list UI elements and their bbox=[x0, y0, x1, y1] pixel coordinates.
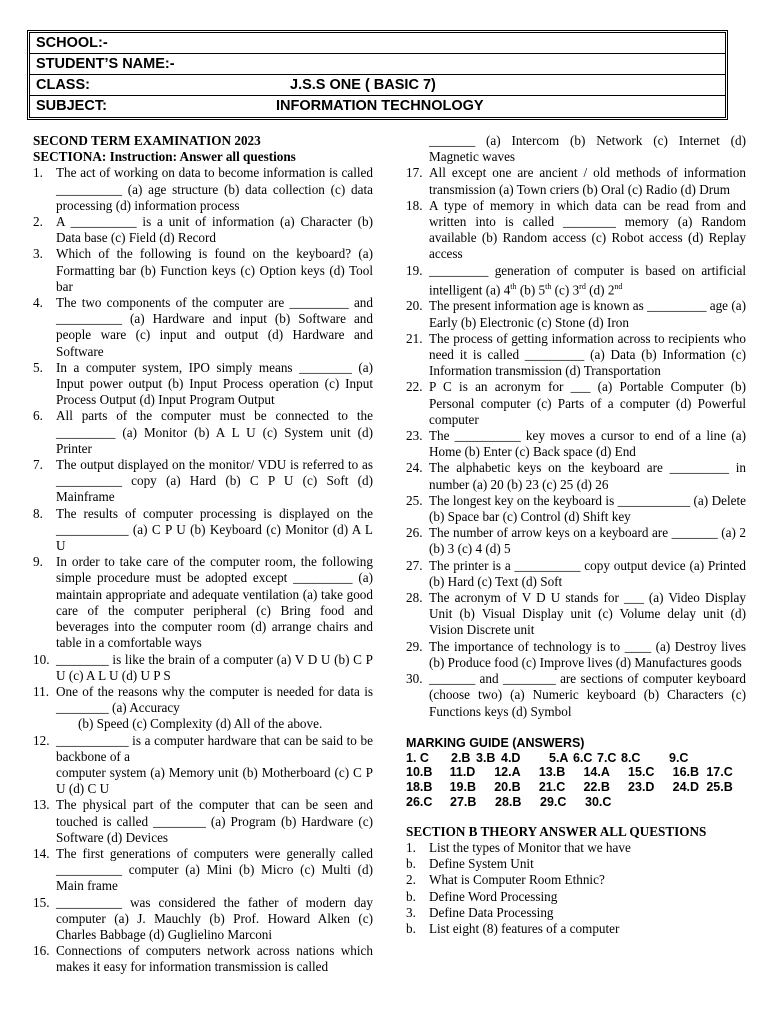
theory-number: 1. bbox=[406, 839, 416, 855]
theory-text: What is Computer Room Ethnic? bbox=[429, 872, 605, 888]
question-text: The process of getting information across to recipients who need it is called _________ (a) Data (b) Information (c) Information transmission (d) Transportation bbox=[429, 330, 746, 379]
question-number: 14. bbox=[33, 845, 50, 861]
question-item bbox=[33, 457, 373, 506]
question-item bbox=[406, 525, 746, 557]
answer-cell: 3.B bbox=[476, 750, 496, 765]
answer-cell: 18.B bbox=[406, 780, 433, 795]
question-number: 26. bbox=[406, 525, 423, 541]
answer-cell: 29.C bbox=[540, 794, 567, 809]
theory-text: Define Word Processing bbox=[429, 888, 558, 904]
question-text: A __________ is a unit of information (a) Character (b) Data base (c) Field (d) Record bbox=[56, 214, 373, 246]
answer-cell: 28.B bbox=[495, 794, 522, 809]
marking-guide bbox=[406, 736, 746, 810]
question-text: The importance of technology is to ____ (a) Destroy lives (b) Produce food (c) Improve lives (d) Manufactures goods bbox=[429, 638, 746, 670]
question-text: ________ is like the brain of a computer (a) V D U (b) C P U (c) A L U (d) U P S bbox=[56, 651, 373, 683]
marking-guide-row bbox=[406, 765, 746, 780]
question-number: 16. bbox=[33, 943, 50, 959]
subject-value: INFORMATION TECHNOLOGY bbox=[276, 98, 484, 114]
question-number: 7. bbox=[33, 457, 43, 473]
question-item bbox=[33, 765, 373, 797]
answer-cell: 16.B bbox=[672, 765, 700, 780]
question-list-right bbox=[406, 165, 746, 719]
student-name-label: STUDENT’S NAME:- bbox=[36, 56, 175, 72]
theory-number: b. bbox=[406, 920, 416, 936]
theory-question bbox=[406, 856, 746, 872]
theory-question bbox=[406, 905, 746, 921]
question-text: In order to take care of the computer room, the following simple procedure must be adopted except _________ (a) maintain appropriate and adequate ventilation (a) take good care of the computer peripheral (c) Bring food and beverages into the computer room (d) arrange chairs and table in a comfortable ways bbox=[56, 554, 373, 651]
theory-question bbox=[406, 921, 746, 937]
answer-cell: 22.B bbox=[583, 780, 610, 795]
question-text: computer system (a) Memory unit (b) Motherboard (c) C P U (d) C U bbox=[56, 764, 373, 797]
question-text: The acronym of V D U stands for ___ (a) Video Display Unit (b) Visual Display unit (c) Volume delay unit (d) Vision Discrete unit bbox=[429, 590, 746, 638]
question-number: 30. bbox=[406, 671, 423, 687]
answer-cell: 12.A bbox=[494, 765, 521, 780]
question-item bbox=[33, 295, 373, 360]
question-text: Connections of computers network across nations which makes it easy for information transmission is called bbox=[56, 943, 373, 975]
theory-text: Define System Unit bbox=[429, 856, 534, 872]
answer-cell: 27.B bbox=[450, 794, 477, 809]
marking-guide-row bbox=[406, 780, 746, 795]
question-number: 4. bbox=[33, 295, 43, 311]
question-text: __________ was considered the father of modern day computer (a) J. Mauchly (b) Prof. Howard Alken (c) Charles Babbage (d) Guglielino Marconi bbox=[56, 894, 373, 942]
class-value: J.S.S ONE ( BASIC 7) bbox=[290, 77, 436, 93]
question-text: A type of memory in which data can be read from and written into is called ________ memory (a) Random available (b) Random access (c) Robot access (d) Replay access bbox=[429, 197, 746, 262]
question-text: The printer is a __________ copy output device (a) Printed (b) Hard (c) Text (d) Soft bbox=[429, 557, 746, 589]
question-item bbox=[33, 943, 373, 975]
question-text: The number of arrow keys on a keyboard are _______ (a) 2 (b) 3 (c) 4 (d) 5 bbox=[429, 525, 746, 557]
question-text: The output displayed on the monitor/ VDU is referred to as __________ copy (a) Hard (b) C P U (c) Soft (d) Mainframe bbox=[56, 457, 373, 505]
theory-question bbox=[406, 889, 746, 905]
question-item bbox=[406, 671, 746, 720]
question-text: In a computer system, IPO simply means ________ (a) Input power output (b) Input Process operation (c) Input Process Output (d) Input Program Output bbox=[56, 359, 373, 408]
answer-cell: 25.B bbox=[706, 780, 733, 795]
question-item bbox=[33, 506, 373, 555]
question-item bbox=[33, 408, 373, 457]
question-number: 10. bbox=[33, 651, 50, 667]
question-number: 21. bbox=[406, 330, 423, 346]
question-text: All except one are ancient / old methods of information transmission (a) Town criers (b) Oral (c) Radio (d) Drum bbox=[429, 165, 746, 197]
question-number: 2. bbox=[33, 214, 43, 230]
question-number: 23. bbox=[406, 428, 423, 444]
question-number: 17. bbox=[406, 165, 423, 181]
answer-cell: 9.C bbox=[669, 750, 689, 765]
question-text: The two components of the computer are _________ and __________ (a) Hardware and input (b) Software and people ware (c) input and output (d) Hardware and Software bbox=[56, 295, 373, 359]
question-number bbox=[33, 716, 56, 732]
theory-number: 2. bbox=[406, 872, 416, 888]
question-number: 25. bbox=[406, 492, 423, 508]
answer-cell: 23.D bbox=[628, 780, 655, 795]
answer-cell: 6.C bbox=[573, 750, 593, 765]
answer-cell: 2.B bbox=[451, 750, 471, 765]
question-text: The first generations of computers were generally called __________ computer (a) Mini (b) Micro (c) Multi (d) Main frame bbox=[56, 845, 373, 894]
question-item bbox=[33, 165, 373, 214]
question-16-continuation: _______ (a) Intercom (b) Network (c) Internet (d) Magnetic waves bbox=[429, 133, 746, 165]
question-item bbox=[33, 214, 373, 246]
question-item bbox=[406, 331, 746, 380]
answer-cell: 19.B bbox=[449, 780, 477, 795]
theory-question bbox=[406, 872, 746, 888]
marking-guide-row bbox=[406, 751, 746, 766]
left-column bbox=[33, 133, 373, 976]
question-number: 3. bbox=[33, 246, 43, 262]
question-number: 15. bbox=[33, 894, 50, 910]
answer-cell: 21.C bbox=[538, 780, 566, 795]
question-text: ___________ is a computer hardware that can be said to be backbone of a bbox=[56, 732, 373, 764]
question-item bbox=[406, 263, 746, 299]
question-number: 19. bbox=[406, 262, 423, 278]
theory-number: b. bbox=[406, 888, 416, 904]
section-a-title: SECTIONA: Instruction: Answer all questions bbox=[33, 149, 296, 165]
question-list-left bbox=[33, 165, 373, 975]
answer-cell: 15.C bbox=[628, 765, 655, 780]
question-text: _______ and ________ are sections of computer keyboard (choose two) (a) Numeric keyboard (b) Characters (c) Functions keys (d) Symbol bbox=[429, 671, 746, 719]
question-number: 24. bbox=[406, 460, 423, 476]
question-item bbox=[406, 590, 746, 639]
theory-question bbox=[406, 840, 746, 856]
header-table bbox=[27, 30, 728, 120]
question-item bbox=[33, 895, 373, 944]
question-number: 1. bbox=[33, 165, 43, 181]
marking-guide-title: MARKING GUIDE (ANSWERS) bbox=[406, 735, 585, 750]
question-item bbox=[406, 639, 746, 671]
question-item bbox=[406, 493, 746, 525]
question-number: 27. bbox=[406, 557, 423, 573]
theory-number: b. bbox=[406, 856, 416, 872]
marking-guide-rows bbox=[406, 751, 746, 810]
question-number: 12. bbox=[33, 732, 50, 748]
answer-cell: 14.A bbox=[583, 765, 610, 780]
answer-cell: 30.C bbox=[585, 794, 612, 809]
answer-cell: 10.B bbox=[406, 765, 433, 780]
right-column bbox=[406, 133, 746, 937]
question-number: 8. bbox=[33, 505, 43, 521]
question-item bbox=[406, 298, 746, 330]
question-item bbox=[406, 558, 746, 590]
question-text: The results of computer processing is displayed on the ___________ (a) C P U (b) Keyboard (c) Monitor (d) A L U bbox=[56, 505, 373, 554]
question-number: 13. bbox=[33, 797, 50, 813]
question-item bbox=[406, 428, 746, 460]
question-number: 20. bbox=[406, 298, 423, 314]
school-label: SCHOOL:- bbox=[36, 35, 108, 51]
subject-row bbox=[30, 96, 725, 117]
question-text: The present information age is known as _________ age (a) Early (b) Electronic (c) Stone (d) Iron bbox=[429, 298, 746, 330]
answer-cell: 7.C bbox=[597, 750, 617, 765]
question-number: 22. bbox=[406, 379, 423, 395]
student-name-row bbox=[30, 54, 725, 75]
school-row bbox=[30, 33, 725, 54]
answer-cell: 17.C bbox=[706, 765, 733, 780]
question-item bbox=[33, 716, 373, 732]
section-b-title: SECTION B THEORY ANSWER ALL QUESTIONS bbox=[406, 823, 707, 839]
question-number: 29. bbox=[406, 638, 423, 654]
question-item bbox=[33, 246, 373, 295]
section-b-list bbox=[406, 840, 746, 937]
question-item bbox=[33, 652, 373, 684]
question-item bbox=[33, 684, 373, 716]
question-item bbox=[406, 198, 746, 263]
question-item bbox=[33, 797, 373, 846]
question-text: Which of the following is found on the keyboard? (a) Formatting bar (b) Function keys (c) Option keys (d) Tool bar bbox=[56, 246, 373, 294]
class-row bbox=[30, 75, 725, 96]
question-text: P C is an acronym for ___ (a) Portable Computer (b) Personal computer (c) Parts of a computer (d) Powerful computer bbox=[429, 379, 746, 427]
question-text: All parts of the computer must be connected to the _________ (a) Monitor (b) A L U (c) System unit (d) Printer bbox=[56, 408, 373, 456]
question-text: The __________ key moves a cursor to end of a line (a) Home (b) Enter (c) Back space (d) End bbox=[429, 428, 746, 460]
question-text: The alphabetic keys on the keyboard are _________ in number (a) 20 (b) 23 (c) 25 (d) 26 bbox=[429, 460, 746, 492]
question-text: The act of working on data to become information is called __________ (a) age structure (b) data collection (c) data processing (d) information process bbox=[56, 165, 373, 213]
answer-cell: 26.C bbox=[406, 794, 433, 809]
question-item bbox=[33, 733, 373, 765]
answer-cell: 8.C bbox=[621, 750, 641, 765]
question-item bbox=[33, 360, 373, 409]
theory-text: Define Data Processing bbox=[429, 904, 554, 920]
question-number bbox=[33, 765, 56, 797]
question-text: _________ generation of computer is based on artificial intelligent (a) 4th (b) 5th (c) 3rd (d) 2nd bbox=[429, 262, 746, 298]
question-item bbox=[406, 165, 746, 197]
class-label: CLASS: bbox=[36, 77, 90, 93]
marking-guide-row bbox=[406, 795, 746, 810]
question-number: 11. bbox=[33, 683, 49, 699]
theory-text: List the types of Monitor that we have bbox=[429, 839, 631, 855]
question-number: 18. bbox=[406, 197, 423, 213]
question-text: The longest key on the keyboard is ___________ (a) Delete (b) Space bar (c) Control (d) Shift key bbox=[429, 492, 746, 525]
subject-label: SUBJECT: bbox=[36, 98, 107, 114]
answer-cell: 5.A bbox=[549, 750, 569, 765]
question-number: 9. bbox=[33, 554, 43, 570]
answer-cell: 24.D bbox=[672, 780, 700, 795]
answer-cell: 4.D bbox=[501, 750, 521, 765]
question-item bbox=[406, 460, 746, 492]
question-text: The physical part of the computer that can be seen and touched is called ________ (a) Program (b) Hardware (c) Software (d) Devices bbox=[56, 797, 373, 845]
exam-title: SECOND TERM EXAMINATION 2023 bbox=[33, 133, 261, 148]
question-text: One of the reasons why the computer is needed for data is ________ (a) Accuracy bbox=[56, 683, 373, 716]
answer-cell: 20.B bbox=[494, 780, 521, 795]
question-number: 5. bbox=[33, 359, 43, 375]
question-number: 6. bbox=[33, 408, 43, 424]
question-item bbox=[33, 554, 373, 651]
theory-number: 3. bbox=[406, 904, 416, 920]
question-item bbox=[33, 846, 373, 895]
answer-cell: 1. C bbox=[406, 750, 429, 765]
question-text: (b) Speed (c) Complexity (d) All of the above. bbox=[78, 716, 323, 732]
theory-text: List eight (8) features of a computer bbox=[429, 920, 620, 936]
answer-cell: 11.D bbox=[449, 765, 476, 780]
question-item bbox=[406, 379, 746, 428]
question-number: 28. bbox=[406, 590, 423, 606]
answer-cell: 13.B bbox=[538, 765, 566, 780]
